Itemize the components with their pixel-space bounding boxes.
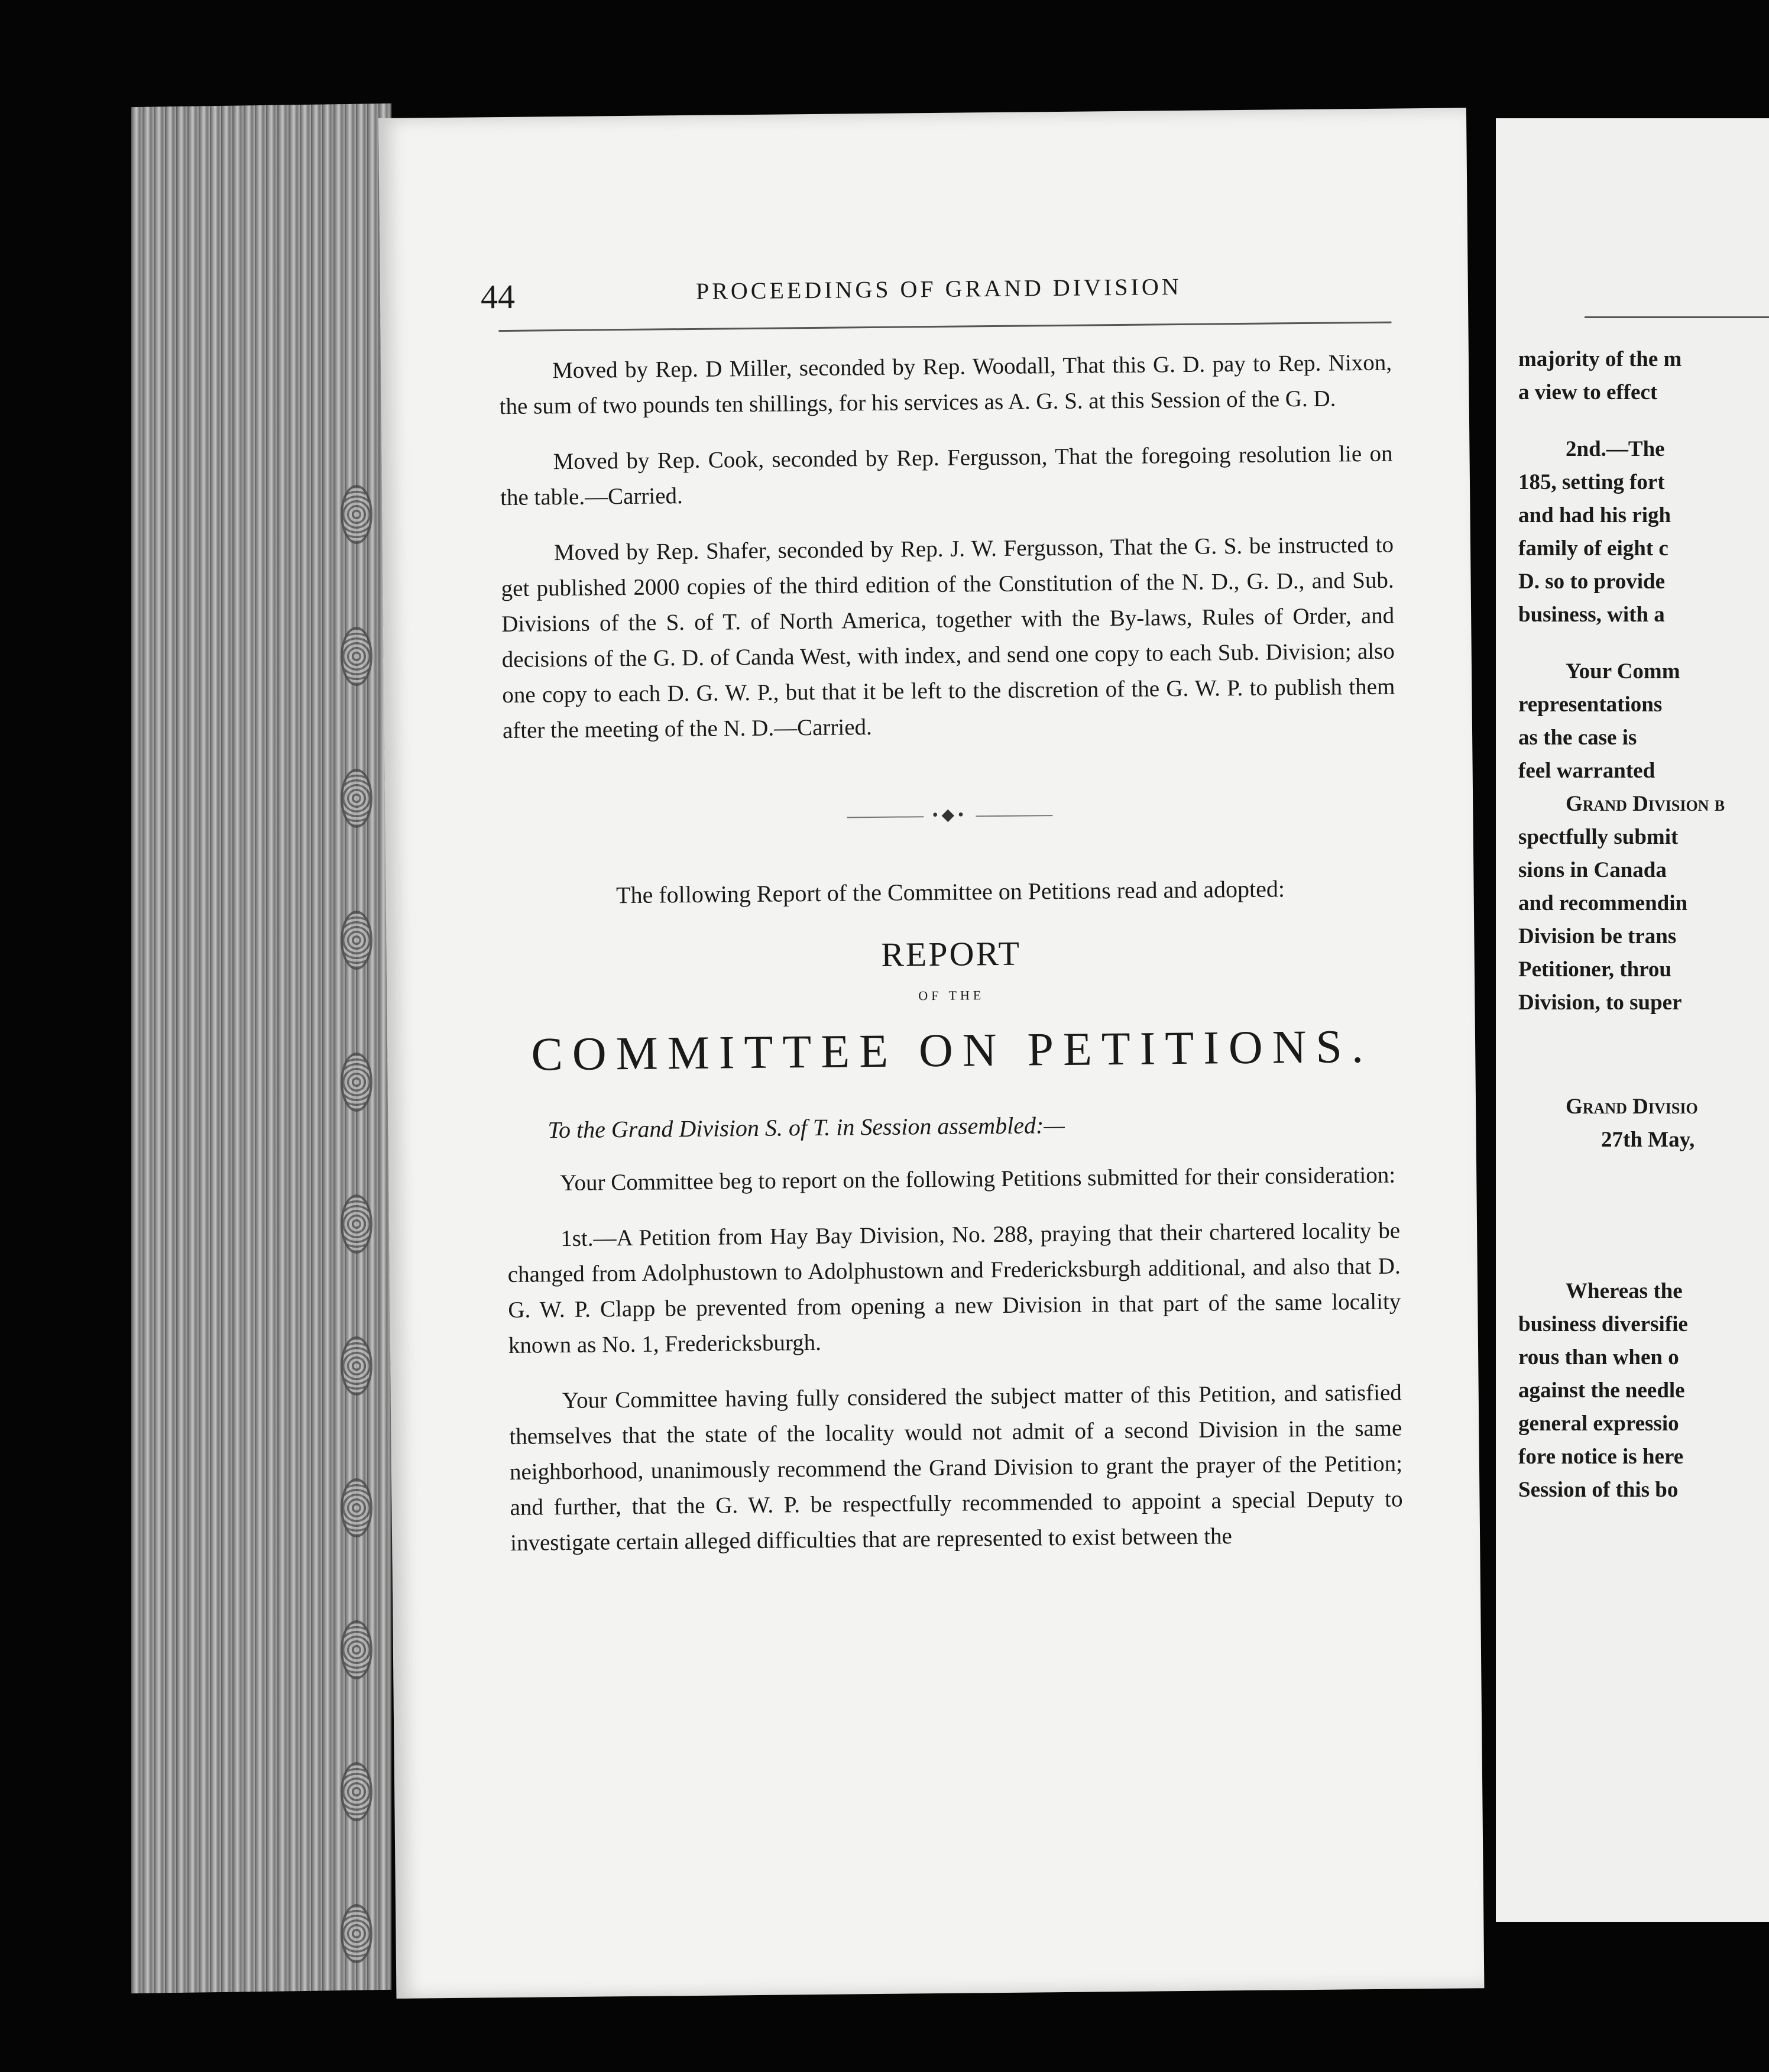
right-page-line: business diversifie	[1518, 1312, 1688, 1336]
ornament-icon	[341, 1904, 372, 1963]
right-page-line: rous than when o	[1518, 1345, 1679, 1370]
ornament-icon	[341, 1336, 372, 1396]
right-page-line: business, with a	[1518, 603, 1665, 627]
ornament-icon	[341, 1620, 372, 1679]
ornament-icon	[341, 485, 372, 544]
right-page-line: Session of this bo	[1518, 1478, 1679, 1502]
right-page-content	[1518, 343, 1769, 1507]
ornament-icon	[341, 911, 372, 970]
right-page-line	[1518, 1180, 1769, 1204]
right-page-line	[1518, 1019, 1769, 1043]
header-rule	[498, 322, 1391, 332]
right-page-line: majority of the m	[1518, 347, 1682, 371]
paragraph: Moved by Rep. Shafer, seconded by Rep. J. W. Fergusson, That the G. S. be instructed to get published 2000 copies of the third edition of the Constitution of the N. D., G. D., and Sub. Divisions of the S. of T. of North America, together with the By-laws, Rules of Order, and decisions of the G. D. of Canda West, with index, and send one copy to each Sub. Division; also one copy to each D. G. W. P., but that it be left to the discretion of the G. W. P. to publish them after the meeting of the N. D.—Carried.	[501, 532, 1395, 744]
right-page-line	[1518, 1228, 1769, 1251]
right-page-line	[1518, 632, 1769, 655]
right-page-line: and recommendin	[1518, 891, 1688, 915]
ornament-icon	[341, 1478, 372, 1537]
right-page-line: representations	[1518, 692, 1663, 717]
ornament-icon	[341, 1194, 372, 1254]
right-page-line: Division, to super	[1518, 990, 1682, 1015]
right-page-line: family of eight c	[1518, 536, 1668, 561]
right-page-line: spectfully submit	[1518, 825, 1679, 849]
right-page-line	[1518, 1251, 1769, 1275]
right-page-line: 2nd.—The	[1566, 437, 1665, 461]
paragraph: Your Committee having fully considered the subject matter of this Petition, and satisfied themselves that the state of the locality would not admit of a second Division in the same neighborhood, unanimously recommend the Grand Division to grant the prayer of the Petition; and further, that the G. W. P. be respectfully recommended to appoint a special Deputy to investigate certain alleged difficulties that are represented to exist between the	[509, 1380, 1403, 1556]
ornament-icon	[341, 769, 372, 828]
paragraph: Moved by Rep. D Miller, seconded by Rep. Woodall, That this G. D. pay to Rep. Nixon, the sum of two pounds ten shillings, for his services as A. G. S. at this Session of the G. D.	[499, 349, 1392, 420]
ornament-icon	[341, 1762, 372, 1821]
running-head	[480, 268, 1398, 316]
right-page-line: Your Comm	[1566, 659, 1680, 684]
right-page-line: feel warranted	[1518, 759, 1655, 783]
right-page-line	[1518, 1157, 1769, 1180]
report-of: OF THE	[918, 988, 985, 1003]
section-divider: •◆•	[503, 794, 1397, 837]
running-head-title: PROCEEDINGS OF GRAND DIVISION	[695, 273, 1182, 305]
right-page-line	[1518, 409, 1769, 433]
right-page-line: Whereas the	[1566, 1279, 1683, 1303]
right-page-line: and had his righ	[1518, 503, 1671, 527]
report-intro: The following Report of the Committee on Petitions read and adopted:	[615, 875, 1285, 909]
right-page-line: Grand Divisio	[1566, 1095, 1698, 1119]
paragraph: Your Committee beg to report on the following Petitions submitted for their consideration:	[560, 1162, 1396, 1196]
right-page-line: general expressio	[1518, 1411, 1679, 1436]
right-page-line: against the needle	[1518, 1378, 1685, 1403]
right-page-line: D. so to provide	[1518, 569, 1666, 594]
right-page-line: Grand Division b	[1566, 792, 1725, 816]
left-page	[378, 108, 1484, 1999]
right-header-rule	[1585, 316, 1769, 318]
salutation: To the Grand Division S. of T. in Session assembled:—	[547, 1111, 1065, 1144]
right-page-line: as the case is	[1518, 726, 1637, 750]
right-page-line	[1518, 1043, 1769, 1067]
right-page-line: 185, setting fort	[1518, 470, 1665, 494]
report-title: REPORT	[880, 934, 1022, 974]
right-page-line: sions in Canada	[1518, 858, 1667, 882]
right-page-line: fore notice is here	[1518, 1445, 1684, 1469]
right-page-line: a view to effect	[1518, 380, 1658, 404]
right-page	[1496, 118, 1769, 1922]
ornament-icon	[341, 627, 372, 686]
right-page-line: Division be trans	[1518, 924, 1677, 948]
right-page-line	[1518, 1204, 1769, 1228]
gutter-ornaments	[322, 485, 390, 1963]
right-page-line: Petitioner, throu	[1518, 957, 1671, 982]
paragraph: 1st.—A Petition from Hay Bay Division, No. 288, praying that their chartered locality be changed from Adolphustown to Adolphustown and Fredericksburgh additional, and also that D. G. W. P. Clapp be prevented from opening a new Division in that part of the same locality known as No. 1, Fredericksburgh.	[507, 1218, 1401, 1358]
right-page-line: 27th May,	[1601, 1128, 1695, 1152]
page-content	[499, 345, 1404, 1581]
paragraph: Moved by Rep. Cook, seconded by Rep. Fergusson, That the foregoing resolution lie on the table.—Carried.	[500, 441, 1393, 511]
page-number: 44	[480, 277, 516, 316]
right-page-line	[1518, 1067, 1769, 1090]
committee-title: COMMITTEE ON PETITIONS.	[531, 1020, 1373, 1081]
ornament-icon	[341, 1053, 372, 1112]
